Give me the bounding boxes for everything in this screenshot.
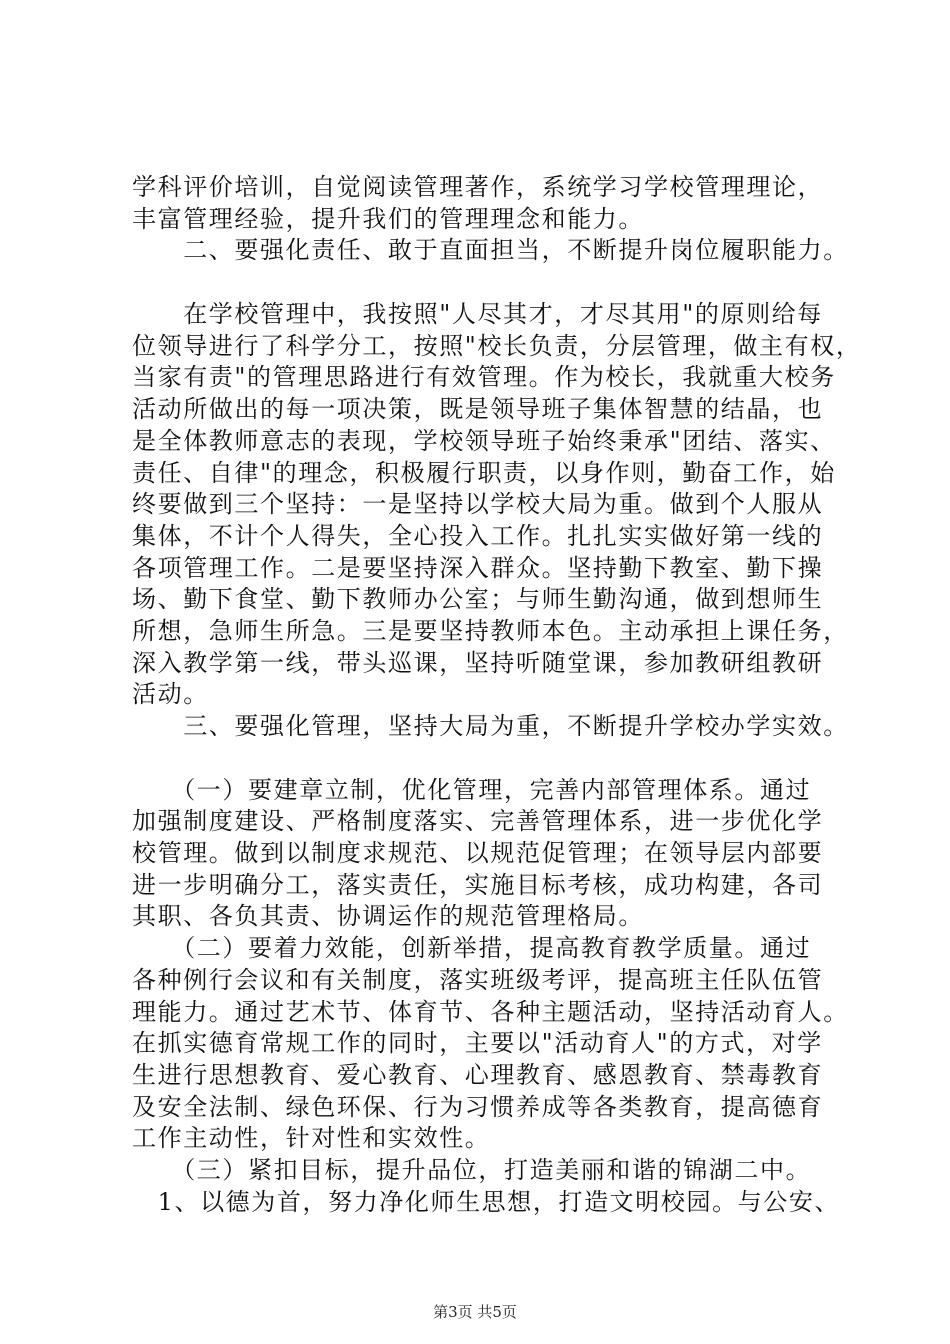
text-line: 终要做到三个坚持：一是坚持以学校大局为重。做到个人服从 (132, 490, 824, 519)
text-line: 集体，不计个人得失，全心投入工作。扎扎实实做好第一线的 (132, 521, 824, 550)
text-line: 加强制度建设、严格制度落实、完善管理体系，进一步优化学 (132, 807, 824, 836)
text-line: （一）要建章立制，优化管理，完善内部管理体系。通过 (132, 775, 812, 804)
text-line: 在学校管理中，我按照"人尽其才，才尽其用"的原则给每 (132, 300, 823, 329)
text-line: 当家有责"的管理思路进行有效管理。作为校长，我就重大校务 (132, 363, 836, 392)
text-line: 理能力。通过艺术节、体育节、各种主题活动，坚持活动育人。 (132, 997, 849, 1026)
text-line: 所想，急师生所急。三是要坚持教师本色。主动承担上课任务， (132, 616, 849, 645)
text-line: （二）要着力效能，创新举措，提高教育教学质量。通过 (132, 934, 812, 963)
text-line: 其职、各负其责、协调运作的规范管理格局。 (132, 902, 644, 931)
text-line: 活动。 (132, 680, 209, 709)
text-line: 位领导进行了科学分工，按照"校长负责，分层管理，做主有权， (132, 331, 862, 360)
body-text (132, 172, 862, 1218)
text-line: 各种例行会议和有关制度，落实班级考评，提高班主任队伍管 (132, 965, 824, 994)
text-line: 进一步明确分工，落实责任，实施目标考核，成功构建，各司 (132, 870, 824, 899)
text-line: 三、要强化管理，坚持大局为重，不断提升学校办学实效。 (132, 712, 849, 740)
paragraph-gap (132, 267, 852, 299)
text-line: 及安全法制、绿色环保、行为习惯养成等各类教育，提高德育 (132, 1092, 824, 1121)
text-line: 1、以德为首，努力净化师生思想，打造文明校园。与公安、 (132, 1187, 841, 1216)
text-line: 校管理。做到以制度求规范、以规范促管理；在领导层内部要 (132, 839, 824, 868)
text-line: 活动所做出的每一项决策，既是领导班子集体智慧的结晶，也 (132, 395, 824, 424)
text-line: 深入教学第一线，带头巡课，坚持听随堂课，参加教研组教研 (132, 648, 824, 677)
text-line: 丰富管理经验，提升我们的管理理念和能力。 (132, 204, 644, 233)
text-line: 二、要强化责任、敢于直面担当，不断提升岗位履职能力。 (132, 236, 849, 265)
text-line: 生进行思想教育、爱心教育、心理教育、感恩教育、禁毒教育 (132, 1060, 824, 1089)
text-line: （三）紧扣目标，提升品位，打造美丽和谐的锦湖二中。 (132, 1155, 812, 1184)
text-line: 工作主动性，针对性和实效性。 (132, 1124, 491, 1153)
text-line: 各项管理工作。二是要坚持深入群众。坚持勤下教室、勤下操 (132, 553, 824, 582)
page-footer: 第3页 共5页 (433, 1303, 517, 1321)
paragraph-gap (132, 743, 852, 775)
text-line: 场、勤下食堂、勤下教师办公室；与师生勤沟通，做到想师生 (132, 585, 824, 614)
text-line: 责任、自律"的理念，积极履行职责，以身作则，勤奋工作，始 (132, 458, 836, 487)
text-line: 学科评价培训，自觉阅读管理著作，系统学习学校管理理论， (132, 173, 824, 201)
text-line: 在抓实德育常规工作的同时，主要以"活动育人"的方式，对学 (132, 1029, 823, 1058)
text-line: 是全体教师意志的表现，学校领导班子始终秉承"团结、落实、 (132, 426, 836, 455)
